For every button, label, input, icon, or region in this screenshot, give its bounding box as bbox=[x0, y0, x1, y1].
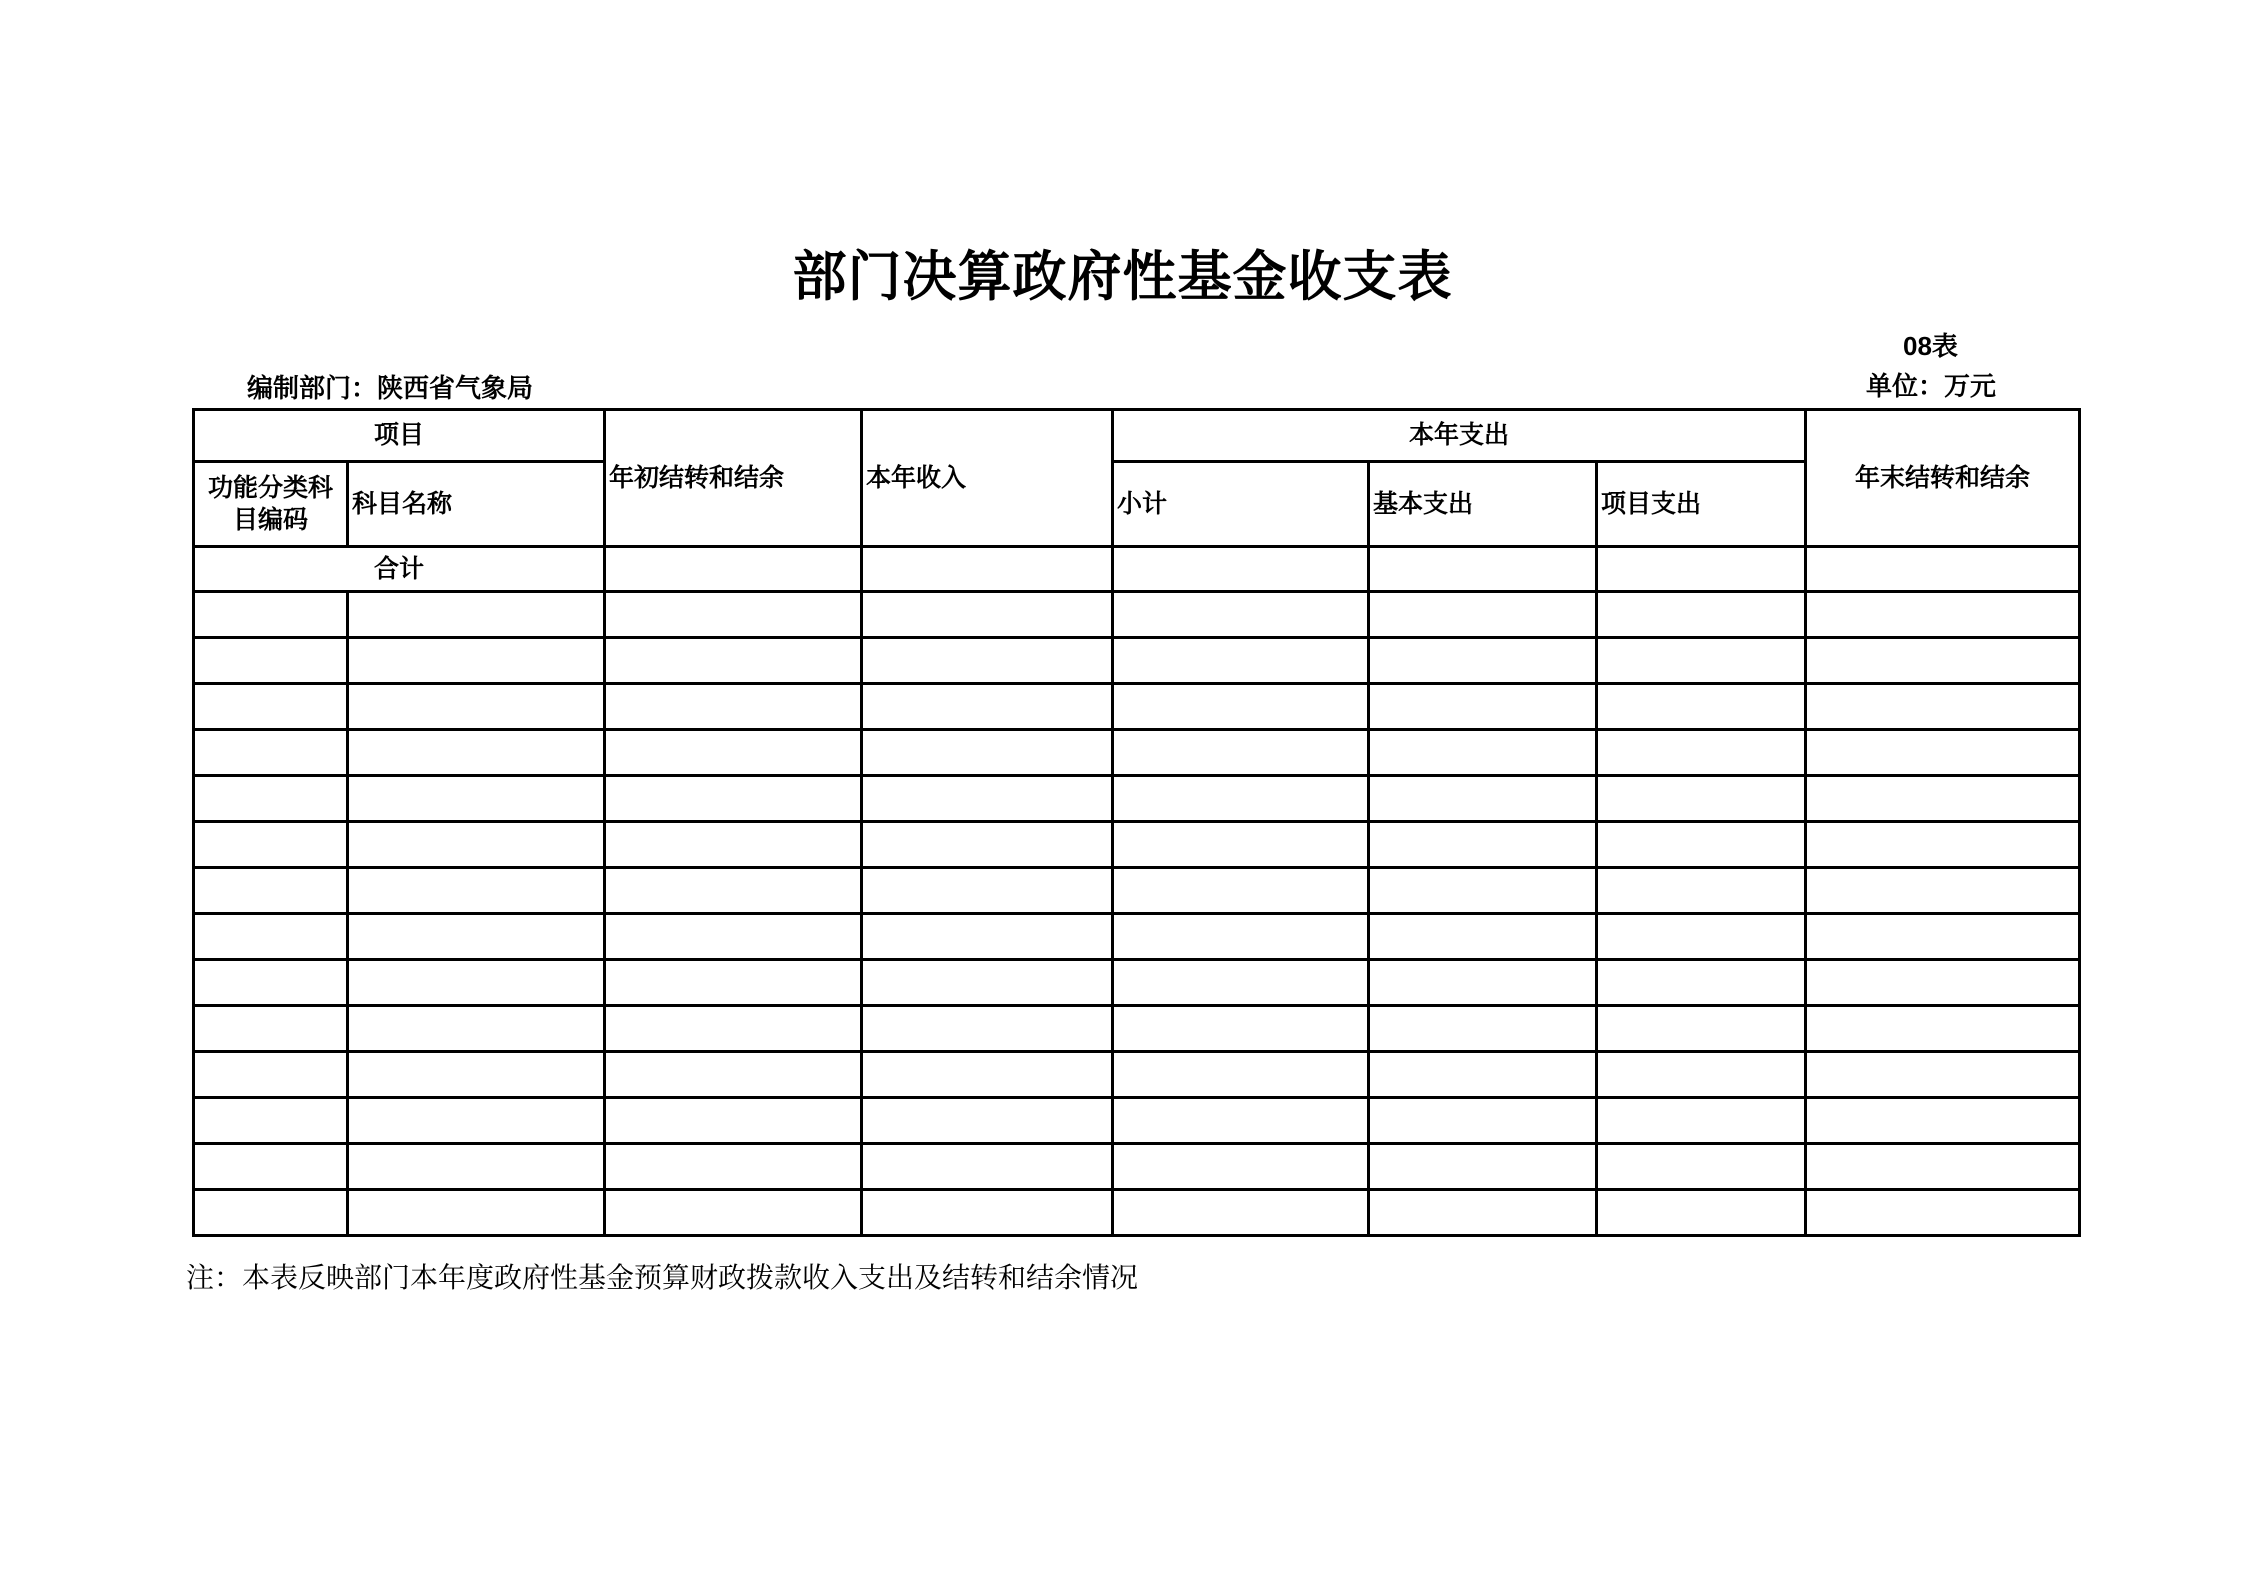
header-basic-expense: 基本支出 bbox=[1369, 462, 1597, 547]
empty-cell bbox=[348, 776, 605, 822]
empty-cell bbox=[1369, 1098, 1597, 1144]
empty-cell bbox=[1113, 730, 1369, 776]
empty-cell bbox=[1113, 822, 1369, 868]
empty-cell bbox=[605, 1006, 862, 1052]
empty-cell bbox=[1597, 1098, 1806, 1144]
empty-cell bbox=[862, 1144, 1113, 1190]
empty-cell bbox=[1369, 684, 1597, 730]
empty-cell bbox=[1113, 1098, 1369, 1144]
empty-cell bbox=[194, 638, 348, 684]
header-current-expense: 本年支出 bbox=[1113, 410, 1806, 462]
empty-cell bbox=[862, 1098, 1113, 1144]
table-row bbox=[194, 730, 2080, 776]
empty-cell bbox=[348, 684, 605, 730]
empty-cell bbox=[1597, 1190, 1806, 1236]
empty-cell bbox=[862, 730, 1113, 776]
header-subject-name: 科目名称 bbox=[348, 462, 605, 547]
empty-cell bbox=[1369, 592, 1597, 638]
empty-cell bbox=[1597, 776, 1806, 822]
table-row bbox=[194, 776, 2080, 822]
unit-label: 单位：万元 bbox=[1866, 371, 1997, 401]
header-subtotal: 小计 bbox=[1113, 462, 1369, 547]
empty-cell bbox=[348, 1052, 605, 1098]
empty-cell bbox=[1369, 776, 1597, 822]
empty-cell bbox=[1369, 1052, 1597, 1098]
empty-cell bbox=[1597, 868, 1806, 914]
empty-cell bbox=[1369, 960, 1597, 1006]
empty-cell bbox=[1806, 960, 2080, 1006]
empty-cell bbox=[1597, 592, 1806, 638]
header-project-expense: 项目支出 bbox=[1597, 462, 1806, 547]
prepared-by-label: 编制部门：陕西省气象局 bbox=[247, 373, 534, 403]
empty-cell bbox=[348, 822, 605, 868]
table-row bbox=[194, 1190, 2080, 1236]
empty-cell bbox=[862, 1052, 1113, 1098]
page-title: 部门决算政府性基金收支表 bbox=[792, 247, 1453, 307]
empty-cell bbox=[1369, 822, 1597, 868]
empty-cell bbox=[1597, 1052, 1806, 1098]
empty-cell bbox=[1806, 638, 2080, 684]
empty-cell bbox=[1597, 1144, 1806, 1190]
empty-cell bbox=[348, 960, 605, 1006]
empty-cell bbox=[862, 776, 1113, 822]
empty-rows-body bbox=[194, 592, 2080, 1236]
empty-cell bbox=[605, 592, 862, 638]
empty-cell bbox=[1113, 960, 1369, 1006]
empty-cell bbox=[1806, 592, 2080, 638]
empty-cell bbox=[1113, 1006, 1369, 1052]
table-number: 08表 bbox=[1903, 331, 1958, 361]
empty-cell bbox=[605, 776, 862, 822]
empty-cell bbox=[1806, 1052, 2080, 1098]
empty-cell bbox=[1113, 914, 1369, 960]
empty-cell bbox=[348, 730, 605, 776]
empty-cell bbox=[605, 730, 862, 776]
empty-cell bbox=[348, 914, 605, 960]
empty-cell bbox=[1113, 1190, 1369, 1236]
empty-cell bbox=[194, 776, 348, 822]
empty-cell bbox=[1113, 1052, 1369, 1098]
table-row bbox=[194, 592, 2080, 638]
empty-cell bbox=[194, 1144, 348, 1190]
empty-cell bbox=[862, 592, 1113, 638]
empty-cell bbox=[605, 960, 862, 1006]
empty-cell bbox=[605, 1190, 862, 1236]
header-row-2 bbox=[194, 462, 2080, 547]
empty-cell bbox=[348, 1006, 605, 1052]
empty-cell bbox=[194, 1052, 348, 1098]
empty-cell bbox=[194, 592, 348, 638]
empty-cell bbox=[1806, 1190, 2080, 1236]
total-end-balance-cell bbox=[1806, 547, 2080, 592]
empty-cell bbox=[1369, 638, 1597, 684]
empty-cell bbox=[1806, 1006, 2080, 1052]
empty-cell bbox=[194, 914, 348, 960]
empty-cell bbox=[862, 914, 1113, 960]
table-row bbox=[194, 822, 2080, 868]
empty-cell bbox=[1597, 638, 1806, 684]
total-current-income-cell bbox=[862, 547, 1113, 592]
total-basic-expense-cell bbox=[1369, 547, 1597, 592]
fund-table bbox=[192, 408, 2081, 1237]
empty-cell bbox=[1597, 1006, 1806, 1052]
table-row bbox=[194, 914, 2080, 960]
empty-cell bbox=[1369, 1190, 1597, 1236]
empty-cell bbox=[1113, 592, 1369, 638]
empty-cell bbox=[348, 638, 605, 684]
empty-cell bbox=[605, 684, 862, 730]
empty-cell bbox=[862, 822, 1113, 868]
total-row-label: 合计 bbox=[194, 547, 605, 592]
empty-cell bbox=[862, 638, 1113, 684]
empty-cell bbox=[194, 868, 348, 914]
empty-cell bbox=[1806, 1098, 2080, 1144]
empty-cell bbox=[348, 1098, 605, 1144]
header-func-code: 功能分类科目编码 bbox=[194, 462, 348, 547]
table-row bbox=[194, 1098, 2080, 1144]
empty-cell bbox=[605, 1052, 862, 1098]
empty-cell bbox=[1806, 914, 2080, 960]
empty-cell bbox=[1113, 776, 1369, 822]
empty-cell bbox=[1369, 1144, 1597, 1190]
empty-cell bbox=[1806, 868, 2080, 914]
empty-cell bbox=[348, 868, 605, 914]
empty-cell bbox=[348, 592, 605, 638]
empty-cell bbox=[194, 684, 348, 730]
empty-cell bbox=[1113, 868, 1369, 914]
table-row bbox=[194, 638, 2080, 684]
empty-cell bbox=[1113, 684, 1369, 730]
empty-cell bbox=[1597, 822, 1806, 868]
total-project-expense-cell bbox=[1597, 547, 1806, 592]
empty-cell bbox=[1113, 638, 1369, 684]
empty-cell bbox=[348, 1144, 605, 1190]
empty-cell bbox=[1806, 822, 2080, 868]
empty-cell bbox=[194, 730, 348, 776]
empty-cell bbox=[194, 822, 348, 868]
table-row bbox=[194, 1052, 2080, 1098]
empty-cell bbox=[194, 960, 348, 1006]
empty-cell bbox=[605, 868, 862, 914]
empty-cell bbox=[194, 1098, 348, 1144]
empty-cell bbox=[1806, 1144, 2080, 1190]
empty-cell bbox=[862, 960, 1113, 1006]
empty-cell bbox=[194, 1190, 348, 1236]
empty-cell bbox=[1597, 960, 1806, 1006]
empty-cell bbox=[1806, 776, 2080, 822]
empty-cell bbox=[1369, 1006, 1597, 1052]
empty-cell bbox=[1597, 914, 1806, 960]
empty-cell bbox=[605, 1144, 862, 1190]
empty-cell bbox=[1806, 730, 2080, 776]
empty-cell bbox=[605, 1098, 862, 1144]
empty-cell bbox=[605, 914, 862, 960]
header-end-balance: 年末结转和结余 bbox=[1806, 410, 2080, 547]
header-current-income: 本年收入 bbox=[862, 410, 1113, 547]
empty-cell bbox=[1806, 684, 2080, 730]
table-row bbox=[194, 1006, 2080, 1052]
header-begin-balance: 年初结转和结余 bbox=[605, 410, 862, 547]
empty-cell bbox=[605, 638, 862, 684]
empty-cell bbox=[605, 822, 862, 868]
empty-cell bbox=[862, 684, 1113, 730]
empty-cell bbox=[1113, 1144, 1369, 1190]
empty-cell bbox=[1369, 730, 1597, 776]
header-project: 项目 bbox=[194, 410, 605, 462]
header-row-1 bbox=[194, 410, 2080, 462]
total-subtotal-cell bbox=[1113, 547, 1369, 592]
empty-cell bbox=[862, 1006, 1113, 1052]
empty-cell bbox=[1597, 730, 1806, 776]
empty-cell bbox=[348, 1190, 605, 1236]
empty-cell bbox=[1369, 914, 1597, 960]
footnote: 注：本表反映部门本年度政府性基金预算财政拨款收入支出及结转和结余情况 bbox=[186, 1263, 1139, 1294]
total-begin-balance-cell bbox=[605, 547, 862, 592]
empty-cell bbox=[1369, 868, 1597, 914]
table-row bbox=[194, 868, 2080, 914]
total-row bbox=[194, 547, 2080, 592]
empty-cell bbox=[194, 1006, 348, 1052]
table-row bbox=[194, 960, 2080, 1006]
empty-cell bbox=[1597, 684, 1806, 730]
table-row bbox=[194, 1144, 2080, 1190]
empty-cell bbox=[862, 868, 1113, 914]
table-row bbox=[194, 684, 2080, 730]
empty-cell bbox=[862, 1190, 1113, 1236]
